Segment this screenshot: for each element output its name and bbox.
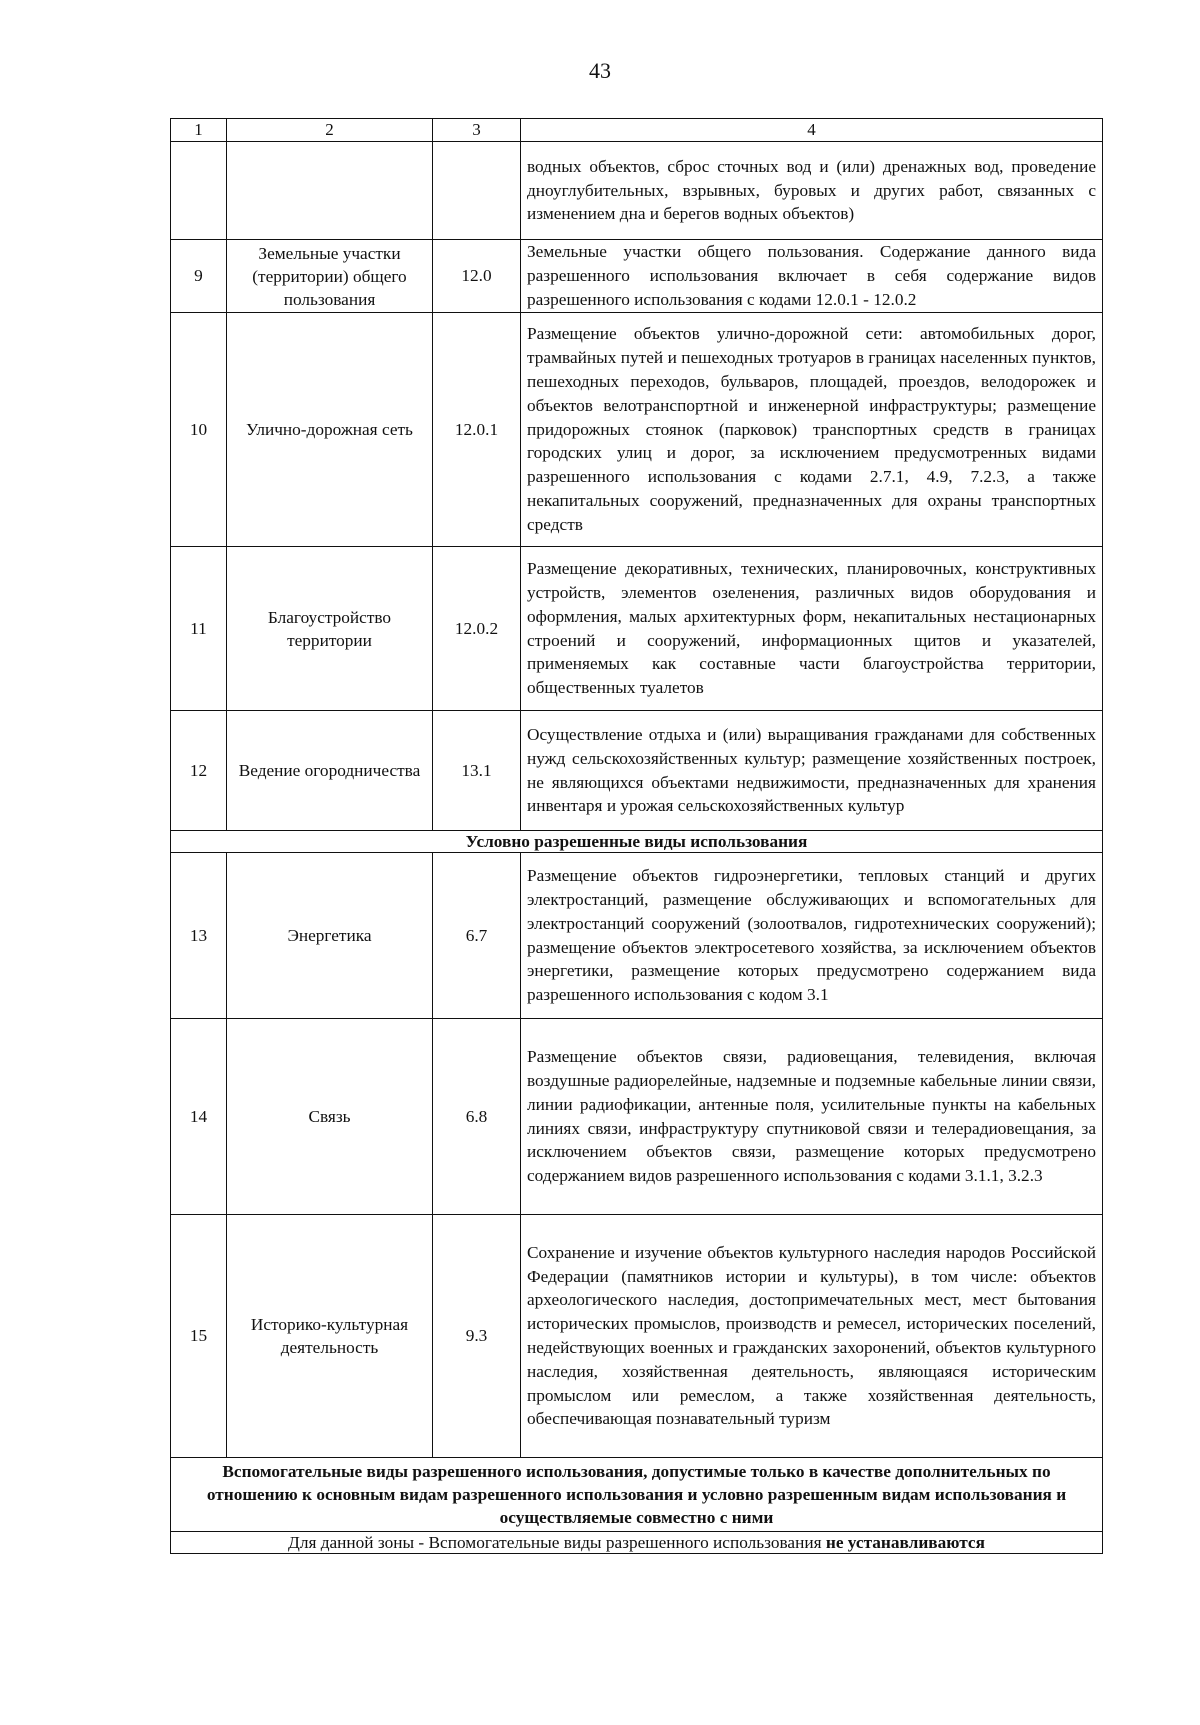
row-code-cell: 12.0.1 <box>433 313 521 547</box>
row-code-cell: 6.7 <box>433 853 521 1019</box>
section-title: Условно разрешенные виды использования <box>171 831 1103 853</box>
row-code-cell: 12.0 <box>433 240 521 313</box>
table-row-15 <box>171 1215 1103 1458</box>
table-row-11 <box>171 547 1103 711</box>
row-code-cell: 12.0.2 <box>433 547 521 711</box>
table-row-continuation <box>171 142 1103 240</box>
row-name-cell: Ведение огородничества <box>227 711 433 831</box>
row-desc-cell: водных объектов, сброс сточных вод и (или) дренажных вод, проведение дноуглубительных, взрывных, буровых и других работ, связанных с изменением дна и берегов водных объектов) <box>521 142 1103 240</box>
header-col-4: 4 <box>521 119 1103 142</box>
table-header-row <box>171 119 1103 142</box>
header-col-1: 1 <box>171 119 227 142</box>
auxiliary-section-header <box>171 1458 1103 1532</box>
auxiliary-note-suffix: не устанавливаются <box>825 1533 985 1552</box>
row-name-cell <box>227 142 433 240</box>
conditional-section-header <box>171 831 1103 853</box>
auxiliary-note-prefix: Для данной зоны - Вспомогательные виды разрешенного использования <box>288 1533 822 1552</box>
header-col-3: 3 <box>433 119 521 142</box>
row-desc-cell: Земельные участки общего пользования. Содержание данного вида разрешенного использования включает в себя содержание видов разрешенного использования с кодами 12.0.1 - 12.0.2 <box>521 240 1103 313</box>
row-desc-cell: Сохранение и изучение объектов культурного наследия народов Российской Федерации (памятников истории и культуры), в том числе: объектов археологического наследия, достопримечательных мест, мест бытования исторических промыслов, производств и ремесел, исторических поселений, недействующих военных и гражданских захоронений, объектов культурного наследия, хозяйственная деятельность, являющаяся историческим промыслом или ремеслом, а также хозяйственная деятельность, обеспечивающая познавательный туризм <box>521 1215 1103 1458</box>
row-desc-cell: Осуществление отдыха и (или) выращивания гражданами для собственных нужд сельскохозяйственных культур; размещение хозяйственных построек, не являющихся объектами недвижимости, предназначенных для хранения инвентаря и урожая сельскохозяйственных культур <box>521 711 1103 831</box>
section-title: Вспомогательные виды разрешенного использования, допустимые только в качестве дополнительных по отношению к основным видам разрешенного использования и условно разрешенным видам использования и осуществляемые совместно с ними <box>171 1458 1103 1532</box>
row-name-cell: Улично-дорожная сеть <box>227 313 433 547</box>
row-name-cell: Историко-культурная деятельность <box>227 1215 433 1458</box>
row-num-cell: 12 <box>171 711 227 831</box>
row-num-cell <box>171 142 227 240</box>
row-code-cell <box>433 142 521 240</box>
row-num-cell: 11 <box>171 547 227 711</box>
row-desc-cell: Размещение объектов связи, радиовещания, телевидения, включая воздушные радиорелейные, надземные и подземные кабельные линии связи, линии радиофикации, антенные поля, усилительные пункты на кабельных линиях связи, инфраструктуру спутниковой связи и телерадиовещания, за исключением объектов связи, размещение которых предусмотрено содержанием видов разрешенного использования с кодами 3.1.1, 3.2.3 <box>521 1019 1103 1215</box>
row-name-cell: Земельные участки (территории) общего пользования <box>227 240 433 313</box>
row-name-cell: Энергетика <box>227 853 433 1019</box>
auxiliary-note-row <box>171 1532 1103 1554</box>
land-use-table <box>170 118 1103 1554</box>
auxiliary-note <box>171 1532 1103 1554</box>
row-desc-cell: Размещение объектов гидроэнергетики, тепловых станций и других электростанций, размещение обслуживающих и вспомогательных для электростанций сооружений (золоотвалов, гидротехнических сооружений); размещение объектов электросетевого хозяйства, за исключением объектов энергетики, размещение которых предусмотрено содержанием вида разрешенного использования с кодом 3.1 <box>521 853 1103 1019</box>
table-row-10 <box>171 313 1103 547</box>
row-desc-cell: Размещение объектов улично-дорожной сети: автомобильных дорог, трамвайных путей и пешеходных тротуаров в границах населенных пунктов, пешеходных переходов, бульваров, площадей, проездов, велодорожек и объектов велотранспортной и инженерной инфраструктуры; размещение придорожных стоянок (парковок) транспортных средств в границах городских улиц и дорог, за исключением предусмотренных видами разрешенного использования с кодами 2.7.1, 4.9, 7.2.3, а также некапитальных сооружений, предназначенных для охраны транспортных средств <box>521 313 1103 547</box>
page-number: 43 <box>589 58 611 83</box>
row-num-cell: 9 <box>171 240 227 313</box>
table-row-13 <box>171 853 1103 1019</box>
header-col-2: 2 <box>227 119 433 142</box>
row-num-cell: 15 <box>171 1215 227 1458</box>
row-name-cell: Связь <box>227 1019 433 1215</box>
row-code-cell: 6.8 <box>433 1019 521 1215</box>
table-row-9 <box>171 240 1103 313</box>
row-code-cell: 9.3 <box>433 1215 521 1458</box>
row-name-cell: Благоустройство территории <box>227 547 433 711</box>
row-code-cell: 13.1 <box>433 711 521 831</box>
row-num-cell: 14 <box>171 1019 227 1215</box>
row-num-cell: 10 <box>171 313 227 547</box>
table-row-14 <box>171 1019 1103 1215</box>
table-row-12 <box>171 711 1103 831</box>
row-num-cell: 13 <box>171 853 227 1019</box>
row-desc-cell: Размещение декоративных, технических, планировочных, конструктивных устройств, элементов озеленения, различных видов оборудования и оформления, малых архитектурных форм, некапитальных нестационарных строений и сооружений, информационных щитов и указателей, применяемых как составные части благоустройства территории, общественных туалетов <box>521 547 1103 711</box>
